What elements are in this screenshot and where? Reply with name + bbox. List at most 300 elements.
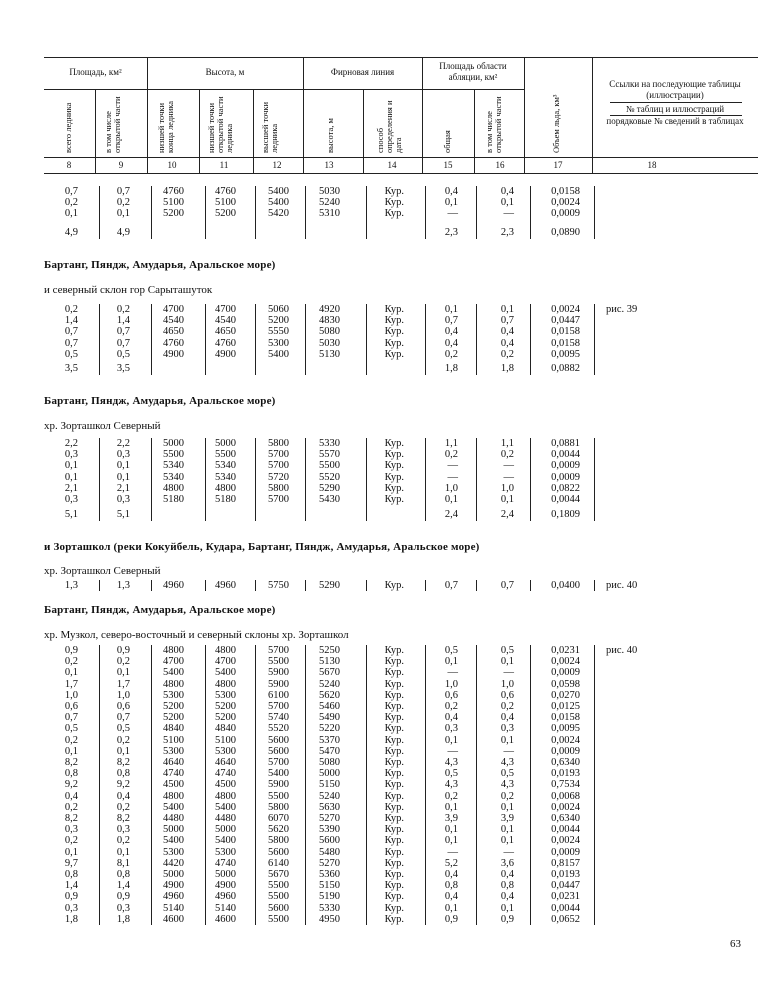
table-cell: 4700 — [163, 656, 184, 668]
header-col-number: 8 — [66, 160, 72, 170]
table-cell: 5000 — [215, 824, 236, 836]
table-cell: 5750 — [268, 580, 289, 591]
section-heading: Бартанг, Пяндж, Амударья, Аральское море) — [44, 259, 276, 271]
header-refs-sub1: № таблиц и иллюстраций — [625, 104, 725, 114]
table-cell: 0,0024 — [551, 304, 580, 315]
table-cell: 0,0009 — [551, 471, 580, 483]
table-cell: 0,2 — [444, 790, 458, 802]
table-cell: 5340 — [163, 471, 184, 483]
table-cell: 0,2 — [500, 790, 514, 802]
table-cell: 2,2 — [64, 438, 78, 449]
table-cell: 0,0009 — [551, 846, 580, 858]
table-cell: 0,7 — [116, 326, 130, 338]
column-rule — [530, 304, 531, 375]
table-cell: 9,7 — [64, 857, 78, 869]
table-cell: 4740 — [215, 768, 236, 780]
table-cell: 3,9 — [500, 813, 514, 824]
table-cell: 1,0 — [444, 482, 458, 494]
table-cell: 0,1 — [116, 460, 130, 472]
table-cell: 0,3 — [116, 449, 130, 461]
table-cell: Кур. — [384, 208, 404, 220]
table-cell: 5140 — [215, 902, 236, 914]
table-cell: 0,1 — [444, 656, 458, 668]
column-rule — [151, 304, 152, 375]
table-cell: 4800 — [215, 482, 236, 494]
table-cell: 9,2 — [116, 779, 130, 791]
table-cell: 5240 — [319, 790, 340, 802]
table-cell: 5430 — [319, 494, 340, 505]
column-rule — [255, 304, 256, 375]
column-rule — [425, 580, 426, 591]
column-rule — [151, 645, 152, 925]
header-col-number: 10 — [167, 160, 177, 170]
table-cell: 5130 — [319, 656, 340, 668]
table-cell: 4900 — [163, 880, 184, 892]
table-cell: Кур. — [384, 689, 404, 701]
table-cell: 1,4 — [116, 315, 130, 327]
table-cell: 1,3 — [64, 580, 78, 591]
table-cell: 5000 — [163, 438, 184, 449]
table-cell: 5700 — [268, 494, 289, 505]
table-cell: 3,5 — [64, 363, 78, 374]
table-cell: 5000 — [215, 438, 236, 449]
table-cell: 5550 — [268, 326, 289, 338]
header-col-number: 18 — [647, 160, 657, 170]
table-cell: 4840 — [163, 723, 184, 735]
table-cell: 8,2 — [116, 757, 130, 768]
table-cell: 4650 — [215, 326, 236, 338]
table-cell: 4800 — [215, 678, 236, 690]
table-cell: 0,8 — [64, 869, 78, 880]
table-cell: 4800 — [215, 790, 236, 802]
table-cell: — — [447, 667, 458, 679]
table-cell: 0,1 — [500, 197, 514, 209]
table-cell: 5520 — [268, 723, 289, 735]
table-cell: 5500 — [163, 449, 184, 461]
table-cell: 0,7 — [116, 337, 130, 349]
header-col-number: 15 — [443, 160, 453, 170]
column-rule — [151, 438, 152, 521]
column-rule — [425, 645, 426, 925]
table-cell: Кур. — [384, 460, 404, 472]
table-cell: 0,6340 — [551, 813, 580, 824]
table-cell: Кур. — [384, 913, 404, 925]
table-cell: 0,0193 — [551, 768, 580, 780]
table-cell: 4800 — [215, 645, 236, 656]
table-cell: 0,9 — [116, 645, 130, 656]
table-cell: Кур. — [384, 304, 404, 315]
table-cell: 4760 — [215, 186, 236, 197]
table-cell: 0,7 — [64, 186, 78, 197]
table-cell: 5200 — [215, 701, 236, 712]
table-cell: Кур. — [384, 801, 404, 813]
table-cell: 4480 — [215, 813, 236, 824]
table-cell: 5240 — [319, 678, 340, 690]
table-cell: 0,0447 — [551, 315, 580, 327]
table-cell: 0,5 — [116, 723, 130, 735]
table-cell: 4920 — [319, 304, 340, 315]
header-col9: в том числе открытой части — [103, 96, 122, 153]
table-cell: 0,1 — [64, 471, 78, 483]
table-cell: 0,4 — [444, 869, 458, 880]
table-cell: 5600 — [268, 902, 289, 914]
header-col16: в том числе открытой части — [484, 96, 503, 153]
table-cell: 5340 — [215, 471, 236, 483]
table-cell: 4740 — [163, 768, 184, 780]
table-cell: 0,2 — [500, 701, 514, 712]
table-cell: 5400 — [268, 186, 289, 197]
table-cell: Кур. — [384, 580, 404, 591]
column-rule — [594, 438, 595, 521]
table-cell: 5800 — [268, 482, 289, 494]
table-cell: 5200 — [215, 712, 236, 724]
table-cell: 0,2 — [116, 656, 130, 668]
table-cell: Кур. — [384, 678, 404, 690]
table-cell: 5140 — [163, 902, 184, 914]
table-cell: 5300 — [215, 689, 236, 701]
table-cell: 0,3 — [64, 824, 78, 836]
table-cell: 1,7 — [64, 678, 78, 690]
table-cell: 5420 — [268, 208, 289, 220]
table-cell: 5500 — [215, 449, 236, 461]
table-cell: 8,2 — [64, 757, 78, 768]
table-cell: 0,0009 — [551, 208, 580, 220]
table-cell: 0,1 — [444, 494, 458, 505]
table-cell: 0,1 — [64, 745, 78, 757]
table-cell: 0,2 — [64, 835, 78, 847]
table-cell: 0,0009 — [551, 667, 580, 679]
table-cell: 5290 — [319, 482, 340, 494]
table-cell: — — [503, 846, 514, 858]
table-cell: Кур. — [384, 835, 404, 847]
table-cell: 0,9 — [116, 891, 130, 903]
table-cell: 5200 — [215, 208, 236, 220]
table-cell: 5390 — [319, 824, 340, 836]
table-cell: 4960 — [215, 891, 236, 903]
table-cell: 8,1 — [116, 857, 130, 869]
table-cell: 0,5 — [500, 768, 514, 780]
table-cell: 4700 — [215, 304, 236, 315]
table-cell: 0,8 — [500, 880, 514, 892]
table-cell: 5400 — [268, 197, 289, 209]
table-cell: 1,0 — [444, 678, 458, 690]
table-cell: 0,0400 — [551, 580, 580, 591]
table-cell: 0,1 — [500, 824, 514, 836]
table-cell: 5460 — [319, 701, 340, 712]
table-cell: Кур. — [384, 471, 404, 483]
table-cell: 5400 — [268, 768, 289, 780]
column-rule — [255, 645, 256, 925]
table-cell: 0,2 — [116, 801, 130, 813]
table-cell: 0,8 — [64, 768, 78, 780]
table-cell: — — [503, 471, 514, 483]
column-rule — [205, 438, 206, 521]
table-cell: 4740 — [215, 857, 236, 869]
table-cell: 4830 — [319, 315, 340, 327]
table-cell: 4,3 — [500, 757, 514, 768]
table-cell: 5400 — [163, 801, 184, 813]
table-cell: 5700 — [268, 645, 289, 656]
column-rule — [99, 645, 100, 925]
table-cell: 0,2 — [500, 348, 514, 360]
column-rule — [151, 186, 152, 239]
table-cell: 0,4 — [444, 326, 458, 338]
table-cell: 4640 — [215, 757, 236, 768]
table-cell: 0,2 — [444, 701, 458, 712]
table-cell: 4960 — [163, 580, 184, 591]
column-rule — [594, 580, 595, 591]
table-cell: 0,0158 — [551, 326, 580, 338]
table-cell: 0,0044 — [551, 494, 580, 505]
table-cell: 4900 — [215, 348, 236, 360]
table-cell: 5300 — [163, 745, 184, 757]
table-cell: 1,0 — [64, 689, 78, 701]
table-cell: 0,1 — [444, 801, 458, 813]
table-cell: 5340 — [215, 460, 236, 472]
column-rule — [205, 304, 206, 375]
table-cell: 2,4 — [444, 509, 458, 520]
table-cell: Кур. — [384, 757, 404, 768]
header-col-number: 17 — [553, 160, 563, 170]
table-cell: 2,1 — [64, 482, 78, 494]
table-cell: 0,6340 — [551, 757, 580, 768]
table-cell: 4800 — [163, 482, 184, 494]
table-cell: 0,7 — [64, 337, 78, 349]
table-cell: Кур. — [384, 348, 404, 360]
column-rule — [305, 438, 306, 521]
table-cell: 0,2 — [444, 449, 458, 461]
table-cell: 4500 — [163, 779, 184, 791]
table-cell: 5480 — [319, 846, 340, 858]
table-cell: 5,2 — [444, 857, 458, 869]
table-cell: 0,4 — [500, 326, 514, 338]
table-cell: 5330 — [319, 902, 340, 914]
table-cell: 0,1 — [116, 745, 130, 757]
table-cell: 1,8 — [116, 913, 130, 925]
table-cell: 0,0095 — [551, 723, 580, 735]
table-cell: 4760 — [163, 337, 184, 349]
table-cell: 5080 — [319, 757, 340, 768]
column-rule — [366, 438, 367, 521]
header-col-number: 9 — [118, 160, 124, 170]
column-rule — [530, 186, 531, 239]
column-rule — [476, 645, 477, 925]
table-cell: 0,0158 — [551, 186, 580, 197]
table-cell: 0,1 — [500, 801, 514, 813]
table-cell: 4900 — [215, 880, 236, 892]
table-cell: 5200 — [163, 712, 184, 724]
table-cell: 0,0822 — [551, 482, 580, 494]
table-cell: 0,4 — [500, 869, 514, 880]
table-cell: 5720 — [268, 471, 289, 483]
table-cell: 0,5 — [444, 768, 458, 780]
table-cell: 0,4 — [444, 337, 458, 349]
table-cell: Кур. — [384, 712, 404, 724]
table-cell: Кур. — [384, 723, 404, 735]
table-cell: 0,0009 — [551, 460, 580, 472]
table-cell: 0,2 — [116, 734, 130, 746]
table-cell: 1,0 — [500, 678, 514, 690]
table-cell: 1,0 — [116, 689, 130, 701]
table-cell: 5150 — [319, 880, 340, 892]
table-cell: 5700 — [268, 460, 289, 472]
table-cell: 0,0024 — [551, 656, 580, 668]
table-cell: 0,6 — [444, 689, 458, 701]
table-cell: 4760 — [215, 337, 236, 349]
column-rule — [205, 645, 206, 925]
table-cell: 0,0024 — [551, 801, 580, 813]
table-cell: 0,3 — [64, 449, 78, 461]
table-cell: 5400 — [163, 835, 184, 847]
table-cell: 0,1 — [444, 824, 458, 836]
section-heading: Бартанг, Пяндж, Амударья, Аральское море) — [44, 604, 276, 616]
table-cell: 0,7 — [116, 186, 130, 197]
header-col12: высшей точки ледника — [260, 101, 279, 153]
table-cell: Кур. — [384, 891, 404, 903]
table-cell: 0,0044 — [551, 449, 580, 461]
table-cell: 0,1 — [116, 667, 130, 679]
table-cell: 1,4 — [116, 880, 130, 892]
table-cell: 0,0024 — [551, 835, 580, 847]
table-cell: Кур. — [384, 449, 404, 461]
table-cell: 5030 — [319, 186, 340, 197]
header-col8: всего ледника — [63, 102, 73, 153]
table-cell: 0,0044 — [551, 902, 580, 914]
table-cell: 5300 — [215, 745, 236, 757]
table-cell: 5620 — [319, 689, 340, 701]
table-cell: 0,1 — [64, 846, 78, 858]
table-cell: 5060 — [268, 304, 289, 315]
table-cell: 0,0095 — [551, 348, 580, 360]
table-cell: Кур. — [384, 790, 404, 802]
column-rule — [151, 580, 152, 591]
table-cell: 5400 — [163, 667, 184, 679]
table-cell: Кур. — [384, 337, 404, 349]
column-rule — [205, 580, 206, 591]
column-rule — [255, 438, 256, 521]
table-cell: 5600 — [268, 745, 289, 757]
column-rule — [530, 580, 531, 591]
table-cell: 4500 — [215, 779, 236, 791]
table-cell: 4,3 — [500, 779, 514, 791]
table-cell: — — [503, 667, 514, 679]
table-cell: 5470 — [319, 745, 340, 757]
page-number: 63 — [730, 938, 741, 950]
table-cell: — — [447, 846, 458, 858]
table-cell: Кур. — [384, 869, 404, 880]
table-cell: 0,0158 — [551, 337, 580, 349]
table-cell: 0,7 — [64, 712, 78, 724]
table-cell: 0,0890 — [551, 227, 580, 238]
table-cell: 4700 — [163, 304, 184, 315]
table-cell: 5700 — [268, 449, 289, 461]
table-cell: — — [447, 745, 458, 757]
table-cell: 0,1 — [116, 846, 130, 858]
table-cell: 5670 — [319, 667, 340, 679]
header-col13: высота, м — [325, 118, 335, 153]
column-rule — [255, 580, 256, 591]
table-cell: 0,3 — [500, 723, 514, 735]
table-cell: 0,2 — [116, 197, 130, 209]
header-height: Высота, м — [205, 67, 245, 77]
table-cell: 5570 — [319, 449, 340, 461]
table-cell: 5340 — [163, 460, 184, 472]
table-cell: 3,6 — [500, 857, 514, 869]
table-cell: 5800 — [268, 835, 289, 847]
column-rule — [476, 580, 477, 591]
table-cell: 2,2 — [116, 438, 130, 449]
table-cell: 6070 — [268, 813, 289, 824]
table-cell: 5240 — [319, 197, 340, 209]
table-cell: 5400 — [215, 801, 236, 813]
table-cell: 9,2 — [64, 779, 78, 791]
table-cell: 0,7 — [444, 580, 458, 591]
header-firn: Фирновая линия — [330, 67, 395, 77]
table-cell: 5030 — [319, 337, 340, 349]
table-cell: Кур. — [384, 734, 404, 746]
table-cell: 2,3 — [500, 227, 514, 238]
table-cell: 0,4 — [500, 186, 514, 197]
table-cell: 0,5 — [116, 348, 130, 360]
table-cell: рис. 39 — [606, 304, 638, 315]
table-cell: Кур. — [384, 880, 404, 892]
table-cell: 0,7 — [444, 315, 458, 327]
table-cell: 0,3 — [64, 902, 78, 914]
table-cell: Кур. — [384, 438, 404, 449]
column-rule — [305, 304, 306, 375]
table-cell: Кур. — [384, 813, 404, 824]
table-cell: 5270 — [319, 813, 340, 824]
table-cell: 1,4 — [64, 315, 78, 327]
table-cell: Кур. — [384, 315, 404, 327]
table-cell: 1,0 — [500, 482, 514, 494]
header-col-number: 14 — [387, 160, 397, 170]
table-cell: 4,3 — [444, 757, 458, 768]
table-cell: 0,0193 — [551, 869, 580, 880]
table-cell: Кур. — [384, 197, 404, 209]
table-cell: 0,4 — [500, 337, 514, 349]
section-subheading: хр. Музкол, северо-восточный и северный склоны хр. Зорташкол — [44, 629, 349, 641]
header-col-number: 16 — [495, 160, 505, 170]
table-cell: 5700 — [268, 757, 289, 768]
table-cell: 4480 — [163, 813, 184, 824]
table-cell: 5520 — [319, 471, 340, 483]
table-cell: 0,7 — [500, 315, 514, 327]
table-cell: рис. 40 — [606, 645, 638, 656]
table-cell: 5800 — [268, 438, 289, 449]
table-cell: 1,3 — [116, 580, 130, 591]
table-cell: 3,5 — [116, 363, 130, 374]
table-cell: 5360 — [319, 869, 340, 880]
table-cell: 0,9 — [500, 913, 514, 925]
table-cell: 0,7 — [500, 580, 514, 591]
column-rule — [99, 580, 100, 591]
table-cell: 0,7 — [64, 326, 78, 338]
table-cell: 0,8 — [116, 869, 130, 880]
table-cell: 2,3 — [444, 227, 458, 238]
table-cell: 0,0231 — [551, 645, 580, 656]
table-cell: 0,1 — [500, 656, 514, 668]
table-cell: 0,2 — [64, 656, 78, 668]
table-cell: 1,8 — [64, 913, 78, 925]
table-cell: 0,1 — [64, 667, 78, 679]
table-cell: Кур. — [384, 857, 404, 869]
table-cell: 0,0044 — [551, 824, 580, 836]
table-cell: 5,1 — [64, 509, 78, 520]
table-cell: 4,9 — [64, 227, 78, 238]
table-cell: 5500 — [268, 656, 289, 668]
column-rule — [305, 645, 306, 925]
